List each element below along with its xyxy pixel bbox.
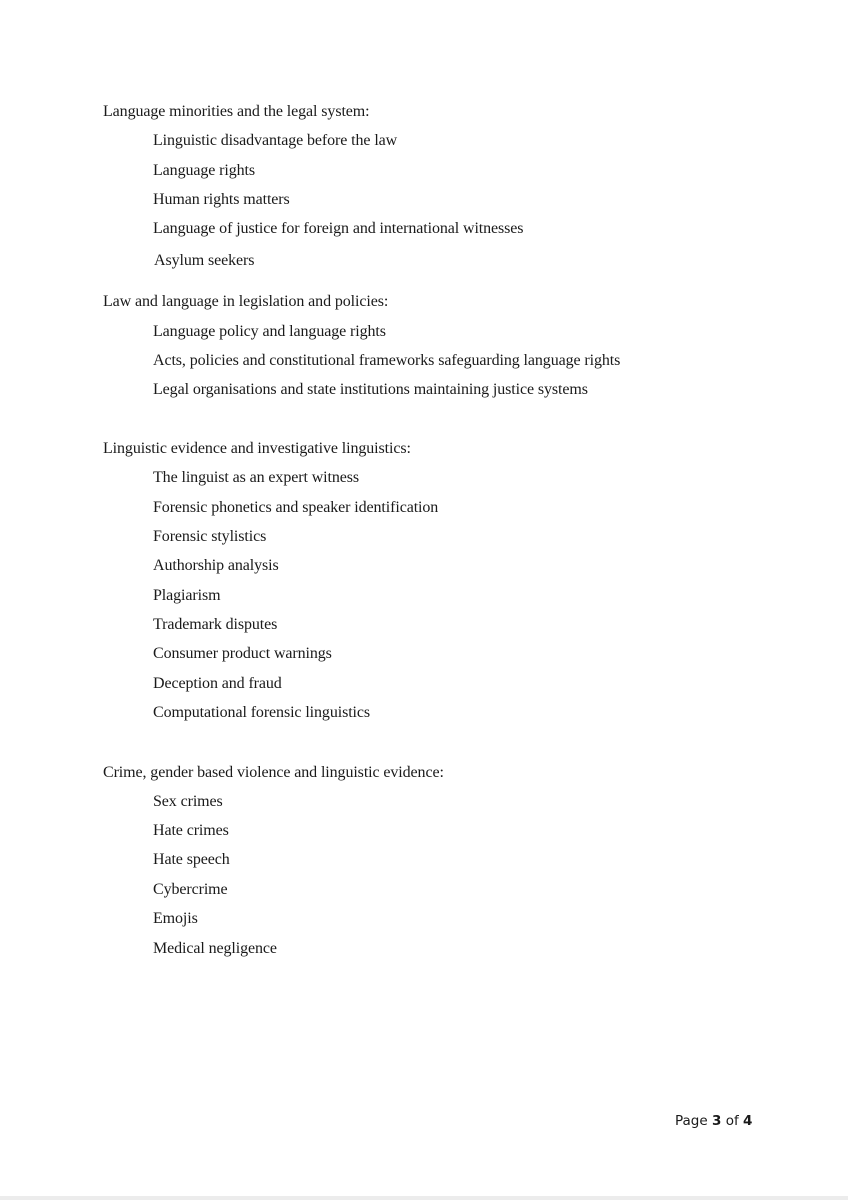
- list-item: Sex crimes: [153, 793, 223, 810]
- list-item: Language rights: [153, 162, 256, 179]
- section-heading-crime-and-gbv: Crime, gender based violence and linguistic evidence:: [103, 764, 444, 781]
- list-item: Hate crimes: [153, 822, 229, 839]
- list-item: Human rights matters: [153, 191, 290, 208]
- page-bottom-edge: [0, 1196, 848, 1200]
- list-item: Plagiarism: [153, 587, 221, 604]
- list-item: Computational forensic linguistics: [153, 704, 371, 721]
- page-word: Page: [675, 1113, 708, 1129]
- list-item: Consumer product warnings: [153, 645, 332, 662]
- section-heading-language-minorities: Language minorities and the legal system:: [103, 103, 370, 120]
- list-item: The linguist as an expert witness: [153, 469, 359, 486]
- list-item: Legal organisations and state institutions maintaining justice systems: [153, 381, 588, 398]
- list-item: Forensic phonetics and speaker identification: [153, 499, 439, 516]
- list-item: Emojis: [153, 910, 198, 927]
- list-item: Trademark disputes: [153, 616, 278, 633]
- list-item: Asylum seekers: [154, 252, 255, 269]
- list-item: Hate speech: [153, 851, 230, 868]
- list-item: Linguistic disadvantage before the law: [153, 132, 398, 149]
- list-item: Forensic stylistics: [153, 528, 267, 545]
- list-item: Deception and fraud: [153, 675, 282, 692]
- list-item: Authorship analysis: [153, 557, 279, 574]
- section-heading-linguistic-evidence: Linguistic evidence and investigative linguistics:: [103, 440, 411, 457]
- list-item: Cybercrime: [153, 881, 228, 898]
- list-item: Acts, policies and constitutional frameworks safeguarding language rights: [153, 352, 621, 369]
- of-word: of: [725, 1113, 739, 1129]
- section-heading-law-and-language: Law and language in legislation and policies:: [103, 293, 389, 310]
- page-number: 3: [711, 1113, 722, 1129]
- list-item: Language policy and language rights: [153, 323, 386, 340]
- page-footer: [675, 1112, 752, 1130]
- list-item: Medical negligence: [153, 940, 277, 957]
- total-pages: 4: [743, 1113, 753, 1129]
- list-item: Language of justice for foreign and international witnesses: [153, 220, 524, 237]
